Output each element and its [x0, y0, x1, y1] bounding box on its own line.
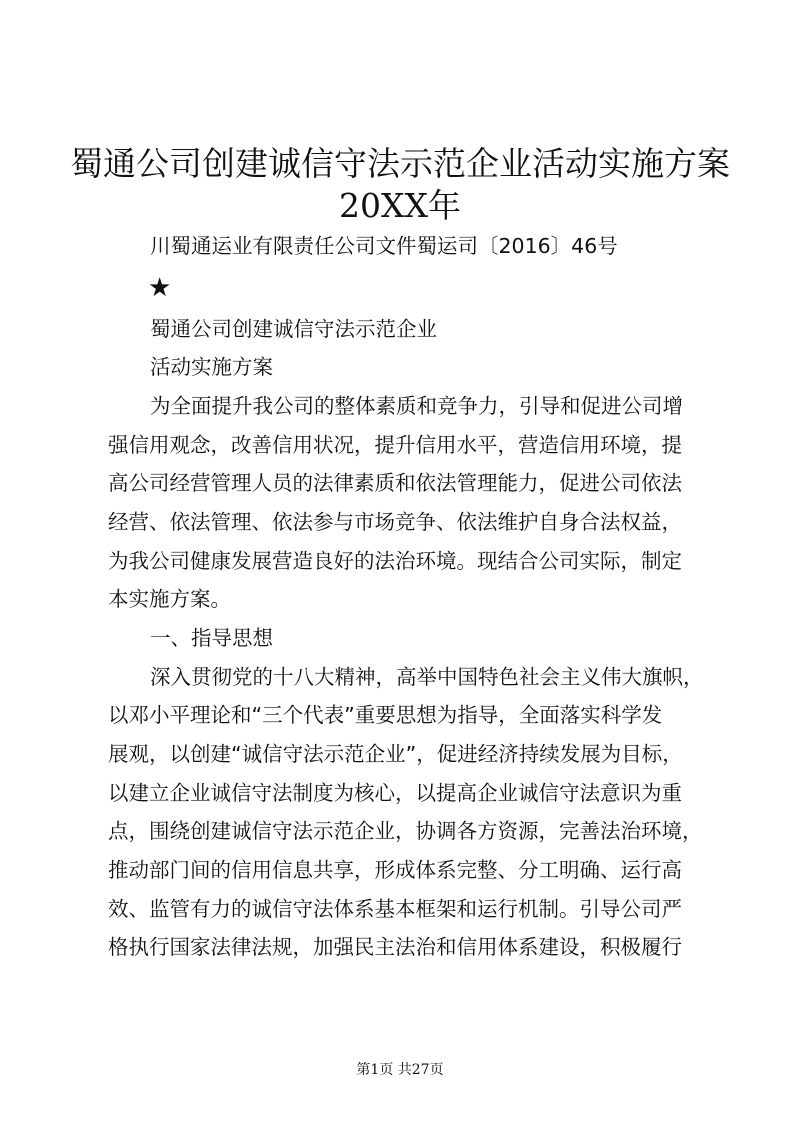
document-title-year: 20XX年 [339, 186, 461, 225]
section-heading: 一、指导思想 [150, 626, 273, 650]
paragraph-line: 强信用观念，改善信用状况，提升信用水平，营造信用环境，提 [108, 433, 682, 457]
paragraph-line: 以建立企业诚信守法制度为核心，以提高企业诚信守法意识为重 [108, 781, 682, 805]
subtitle-line: 活动实施方案 [150, 355, 273, 379]
page-number: 第1页 共27页 [356, 1062, 444, 1078]
paragraph-line: 推动部门间的信用信息共享，形成体系完整、分工明确、运行高 [108, 858, 682, 882]
paragraph-line: 深入贯彻党的十八大精神，高举中国特色社会主义伟大旗帜， [150, 665, 704, 689]
subtitle-line: 蜀通公司创建诚信守法示范企业 [150, 317, 437, 341]
document-title: 蜀通公司创建诚信守法示范企业活动实施方案 [70, 144, 730, 183]
paragraph-line: 为全面提升我公司的整体素质和竞争力，引导和促进公司增 [150, 394, 683, 418]
paragraph-line: 展观，以创建“诚信守法示范企业”，促进经济持续发展为目标， [108, 742, 683, 766]
paragraph-line: 格执行国家法律法规，加强民主法治和信用体系建设，积极履行 [108, 935, 682, 959]
paragraph-line: 点，围绕创建诚信守法示范企业，协调各方资源，完善法治环境， [108, 819, 703, 843]
paragraph-line: 高公司经营管理人员的法律素质和依法管理能力，促进公司依法 [108, 471, 682, 495]
paragraph-line: 效、监管有力的诚信守法体系基本框架和运行机制。引导公司严 [108, 897, 682, 921]
paragraph-line: 经营、依法管理、依法参与市场竞争、依法维护自身合法权益， [108, 510, 682, 534]
paragraph-line: 以邓小平理论和“三个代表”重要思想为指导，全面落实科学发 [108, 703, 663, 727]
paragraph-line: 为我公司健康发展营造良好的法治环境。现结合公司实际，制定 [108, 549, 682, 573]
document-reference: 川蜀通运业有限责任公司文件蜀运司〔2016〕46号 [150, 234, 618, 258]
star-icon: ★ [148, 273, 172, 303]
paragraph-line: 本实施方案。 [108, 587, 231, 611]
